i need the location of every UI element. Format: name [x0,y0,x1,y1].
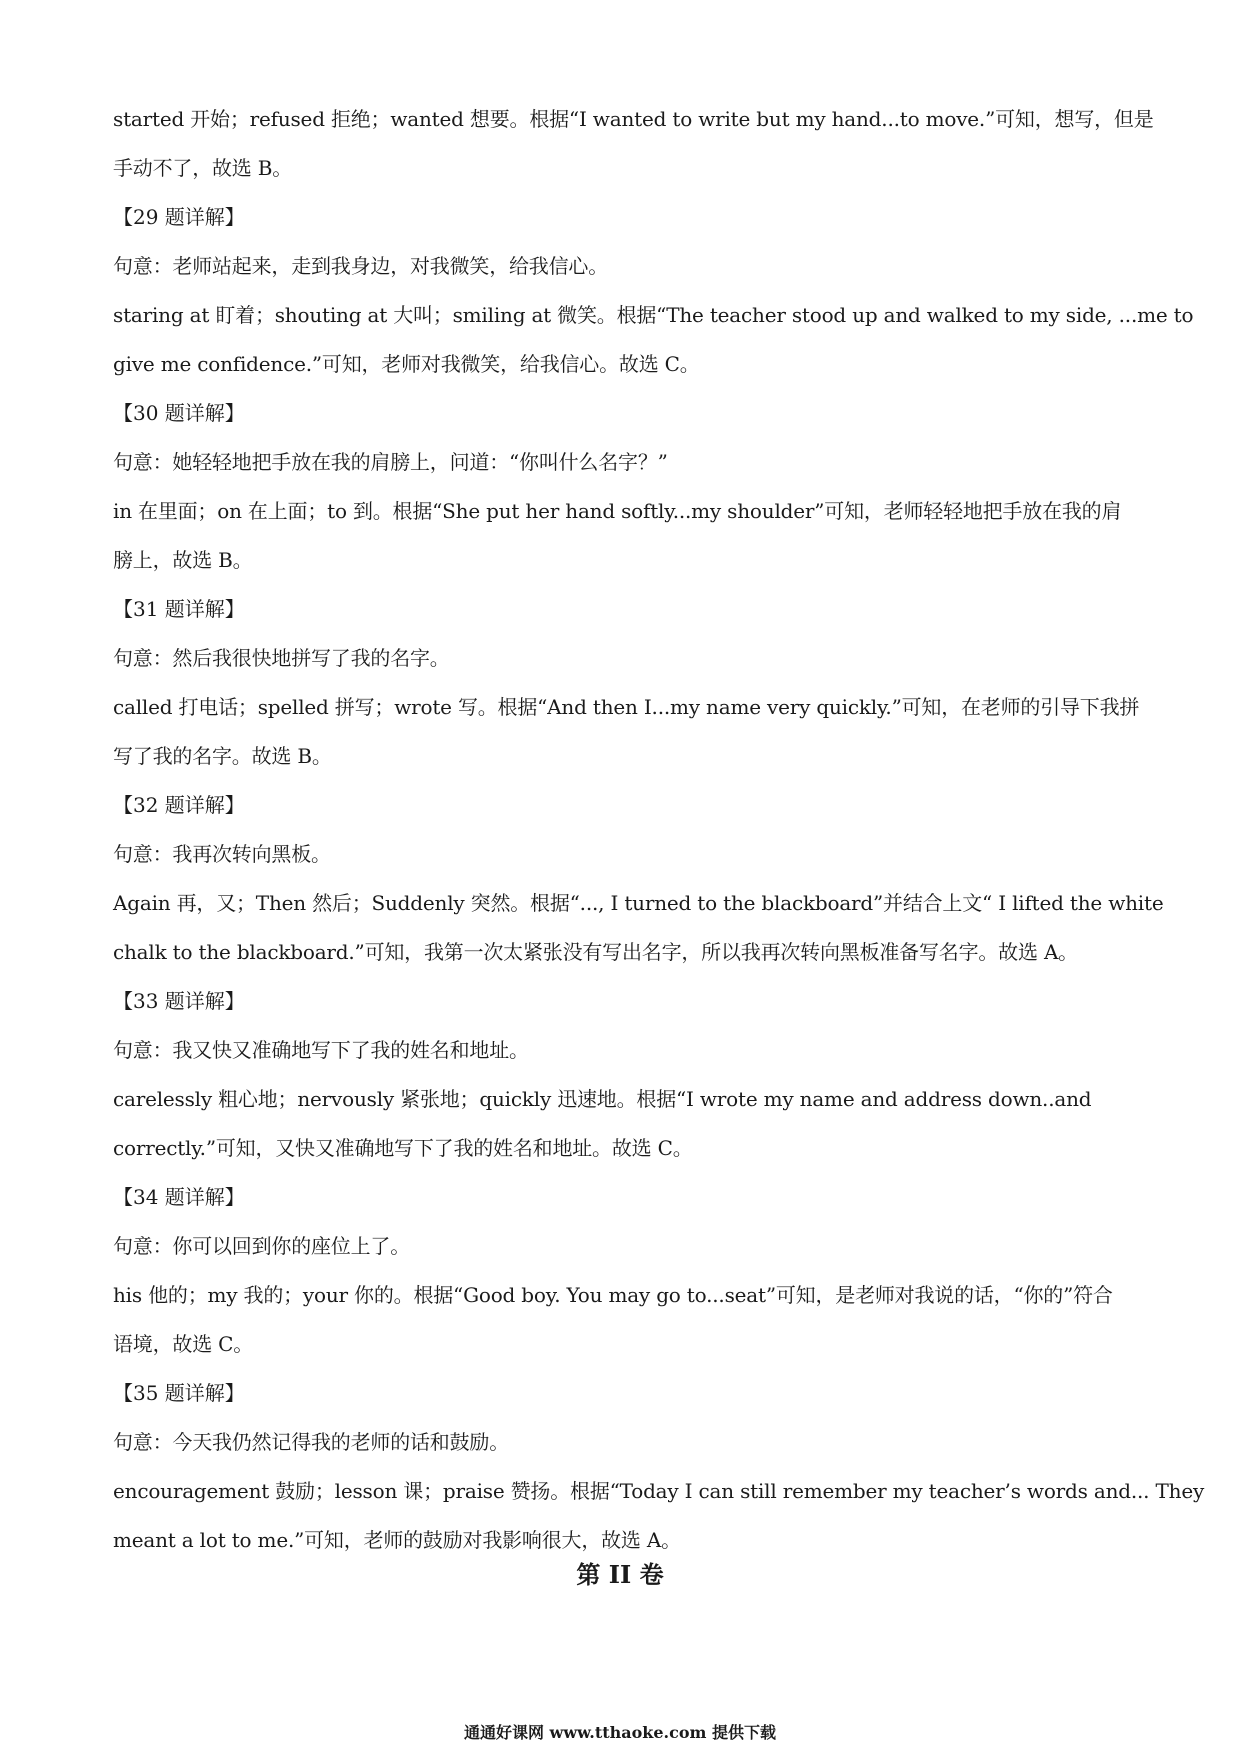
text-line: started 开始；refused 拒绝；wanted 想要。根据“I wanted to write but my hand...to move.”可知，想写，但是 [113,107,1154,131]
page-footer: 通通好课网 www.tthaoke.com 提供下载 [463,1723,777,1742]
text-line: staring at 盯着；shouting at 大叫；smiling at 微笑。根据“The teacher stood up and walked to my side, ...me to [113,303,1194,327]
text-line: 句意：我又快又准确地写下了我的姓名和地址。 [113,1038,529,1062]
text-line: in 在里面；on 在上面；to 到。根据“She put her hand softly...my shoulder”可知，老师轻轻地把手放在我的肩 [113,499,1122,523]
text-line: Again 再，又；Then 然后；Suddenly 突然。根据“..., I turned to the blackboard”并结合上文“ I lifted the white [113,891,1164,915]
question-heading: 【33 题详解】 [113,989,245,1013]
text-line: 句意：老师站起来，走到我身边，对我微笑，给我信心。 [113,254,608,278]
text-line: 句意：今天我仍然记得我的老师的话和鼓励。 [113,1430,509,1454]
text-line: correctly.”可知，又快又准确地写下了我的姓名和地址。故选 C。 [113,1136,693,1160]
text-line: 句意：她轻轻地把手放在我的肩膀上，问道：“你叫什么名字？” [113,450,668,474]
text-line: 膀上，故选 B。 [113,548,253,572]
text-line: 语境，故选 C。 [113,1332,254,1356]
question-heading: 【29 题详解】 [113,205,245,229]
text-line: meant a lot to me.”可知，老师的鼓励对我影响很大，故选 A。 [113,1528,681,1552]
question-heading: 【32 题详解】 [113,793,245,817]
text-line: give me confidence.”可知，老师对我微笑，给我信心。故选 C。 [113,352,700,376]
question-heading: 【30 题详解】 [113,401,245,425]
text-line: chalk to the blackboard.”可知，我第一次太紧张没有写出名字，所以我再次转向黑板准备写名字。故选 A。 [113,940,1078,964]
text-line: 句意：你可以回到你的座位上了。 [113,1234,410,1258]
section-title: 第 II 卷 [576,1560,664,1589]
question-heading: 【34 题详解】 [113,1185,245,1209]
question-heading: 【31 题详解】 [113,597,245,621]
text-line: 手动不了，故选 B。 [113,156,293,180]
text-line: 句意：然后我很快地拼写了我的名字。 [113,646,450,670]
text-line: 写了我的名字。故选 B。 [113,744,332,768]
text-line: 句意：我再次转向黑板。 [113,842,331,866]
text-line: called 打电话；spelled 拼写；wrote 写。根据“And then I...my name very quickly.”可知，在老师的引导下我拼 [113,695,1140,719]
text-line: carelessly 粗心地；nervously 紧张地；quickly 迅速地。根据“I wrote my name and address down..and [113,1087,1092,1111]
text-line: his 他的；my 我的；your 你的。根据“Good boy. You may go to...seat”可知，是老师对我说的话，“你的”符合 [113,1283,1113,1307]
question-heading: 【35 题详解】 [113,1381,245,1405]
text-line: encouragement 鼓励；lesson 课；praise 赞扬。根据“Today I can still remember my teacher’s words and... They [113,1479,1205,1503]
document-body [113,95,1205,1565]
